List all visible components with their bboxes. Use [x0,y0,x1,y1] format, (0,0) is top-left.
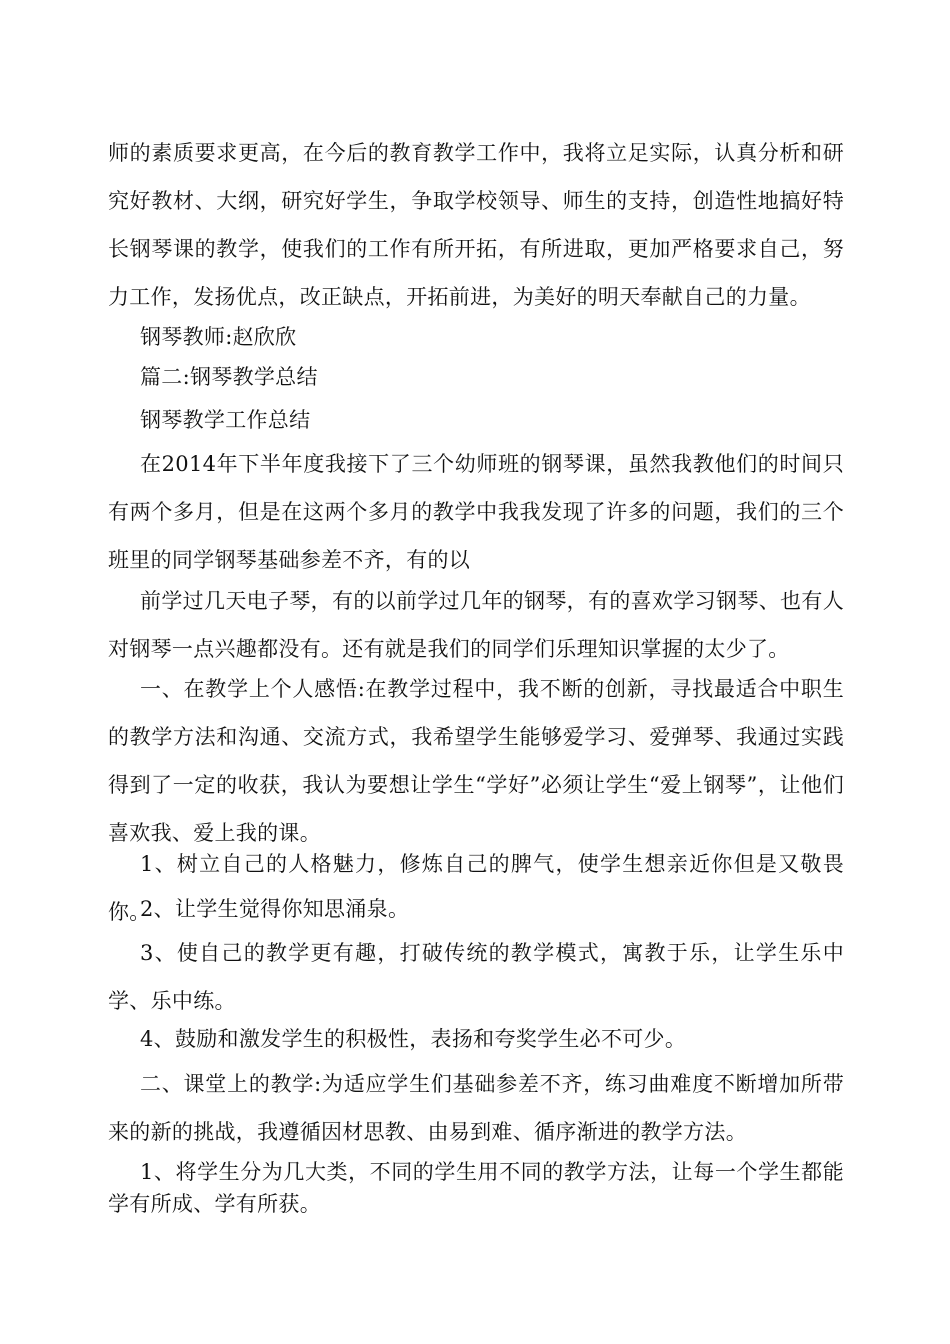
paragraph-point-two: 二、课堂上的教学:为适应学生们基础参差不齐，练习曲难度不断增加所带来的新的挑战，我遵循因材思教、由易到难、循序渐进的教学方法。 [108,1072,844,1144]
paragraph-signature: 钢琴教师:赵欣欣 [140,325,297,349]
paragraph-intro: 在2014年下半年度我接下了三个幼师班的钢琴课，虽然我教他们的时间只有两个多月，但是在这两个多月的教学中我我发现了许多的问题，我们的三个班里的同学钢琴基础参差不齐，有的以 [108,452,844,572]
paragraph-intro-continued: 前学过几天电子琴，有的以前学过几年的钢琴，有的喜欢学习钢琴、也有人对钢琴一点兴趣都没有。还有就是我们的同学们乐理知识掌握的太少了。 [108,589,844,661]
paragraph-point-one: 一、在教学上个人感悟:在教学过程中，我不断的创新，寻找最适合中职生的教学方法和沟通、交流方式，我希望学生能够爱学习、爱弹琴、我通过实践得到了一定的收获，我认为要想让学生“学好”必须让学生“爱上钢琴”，让他们喜欢我、爱上我的课。 [108,677,844,845]
list-item-4: 4、鼓励和激发学生的积极性，表扬和夸奖学生必不可少。 [140,1027,687,1051]
paragraph-continuation: 师的素质要求更高，在今后的教育教学工作中，我将立足实际，认真分析和研究好教材、大纲，研究好学生，争取学校领导、师生的支持，创造性地搞好特长钢琴课的教学，使我们的工作有所开拓，有所进取，更加严格要求自己，努力工作，发扬优点，改正缺点，开拓前进，为美好的明天奉献自己的力量。 [108,141,844,309]
list-item-2: 2、让学生觉得你知思涌泉。 [140,897,410,921]
list-item-5: 1、将学生分为几大类，不同的学生用不同的教学方法，让每一个学生都能学有所成、学有所获。 [108,1160,844,1216]
list-item-3: 3、使自己的教学更有趣，打破传统的教学模式，寓教于乐，让学生乐中学、乐中练。 [108,941,844,1013]
section-heading: 篇二:钢琴教学总结 [140,365,318,389]
list-item-1: 1、树立自己的人格魅力，修炼自己的脾气，使学生想亲近你但是又敬畏你。 [108,852,844,924]
section-title: 钢琴教学工作总结 [140,408,311,432]
